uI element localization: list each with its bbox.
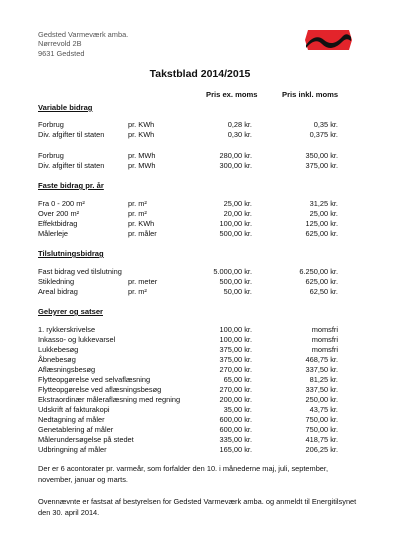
approval-note: Ovennævnte er fastsat af bestyrelsen for Gedsted Varmeværk amba. og anmeldt til Energitilsynet den 30. april 2014. xyxy=(38,497,357,517)
company-address-block xyxy=(38,30,128,58)
row-unit: pr. m² xyxy=(128,209,147,218)
row-label: Udbringning af måler xyxy=(38,445,107,454)
row-price-inkl: 0,375 kr. xyxy=(309,130,338,139)
row-price-inkl: 250,00 kr. xyxy=(305,395,338,404)
row-price-ex: 100,00 kr. xyxy=(219,325,252,334)
col-header-inkl-moms: Pris inkl. moms xyxy=(282,90,339,99)
row-label: Flytteopgørelse ved selvaflæsning xyxy=(38,375,151,384)
section-tilslutningsbidrag: Tilslutningsbidrag xyxy=(38,249,104,258)
row-price-inkl: 0,35 kr. xyxy=(313,120,338,129)
table-row xyxy=(0,161,400,171)
row-price-ex: 35,00 kr. xyxy=(223,405,252,414)
table-row xyxy=(0,425,400,435)
row-label: Fast bidrag ved tilslutning xyxy=(38,267,122,276)
acconto-note: Der er 6 acontorater pr. varmeår, som forfalder den 10. i månederne maj, juli, september, november, januar og marts. xyxy=(38,464,329,484)
section-variable-bidrag: Variable bidrag xyxy=(38,103,93,112)
row-price-ex: 600,00 kr. xyxy=(219,415,252,424)
table-row xyxy=(0,395,400,405)
row-price-inkl: momsfri xyxy=(311,345,338,354)
row-price-ex: 25,00 kr. xyxy=(223,199,252,208)
table-row xyxy=(0,405,400,415)
row-unit: pr. m² xyxy=(128,287,147,296)
row-price-inkl: 337,50 kr. xyxy=(305,385,338,394)
row-unit: pr. KWh xyxy=(128,219,155,228)
row-label: Genetablering af måler xyxy=(38,425,114,434)
row-price-ex: 335,00 kr. xyxy=(219,435,252,444)
row-price-ex: 65,00 kr. xyxy=(223,375,252,384)
table-row xyxy=(0,130,400,140)
row-price-inkl: 418,75 kr. xyxy=(305,435,338,444)
row-price-ex: 500,00 kr. xyxy=(219,277,252,286)
row-price-inkl: 6.250,00 kr. xyxy=(299,267,338,276)
table-row xyxy=(0,277,400,287)
table-row xyxy=(0,120,400,130)
table-row xyxy=(0,365,400,375)
row-price-inkl: 625,00 kr. xyxy=(305,277,338,286)
row-label: Lukkebesøg xyxy=(38,345,79,354)
row-label: Aflæsningsbesøg xyxy=(38,365,96,374)
table-row xyxy=(0,375,400,385)
row-price-ex: 100,00 kr. xyxy=(219,219,252,228)
row-unit: pr. meter xyxy=(128,277,158,286)
company-city: 9631 Gedsted xyxy=(38,48,85,58)
section-faste-bidrag: Faste bidrag pr. år xyxy=(38,181,104,190)
row-label: Inkasso- og lukkevarsel xyxy=(38,335,116,344)
row-price-inkl: 31,25 kr. xyxy=(309,199,338,208)
section-gebyrer-og-satser: Gebyrer og satser xyxy=(38,307,103,316)
row-price-ex: 100,00 kr. xyxy=(219,335,252,344)
table-row xyxy=(0,151,400,161)
table-row xyxy=(0,355,400,365)
row-price-inkl: 337,50 kr. xyxy=(305,365,338,374)
row-price-inkl: momsfri xyxy=(311,335,338,344)
row-price-inkl: 206,25 kr. xyxy=(305,445,338,454)
row-price-inkl: 25,00 kr. xyxy=(309,209,338,218)
row-price-ex: 375,00 kr. xyxy=(219,355,252,364)
table-row xyxy=(0,209,400,219)
row-price-ex: 270,00 kr. xyxy=(219,365,252,374)
page-title: Takstblad 2014/2015 xyxy=(149,68,251,80)
row-price-ex: 600,00 kr. xyxy=(219,425,252,434)
row-label: Over 200 m² xyxy=(38,209,80,218)
row-label: Målerleje xyxy=(38,229,68,238)
row-label: Forbrug xyxy=(38,120,64,129)
row-label: Nedtagning af måler xyxy=(38,415,105,424)
table-row xyxy=(0,267,400,277)
table-row xyxy=(0,445,400,455)
table-row xyxy=(0,345,400,355)
table-row xyxy=(0,385,400,395)
row-price-inkl: 350,00 kr. xyxy=(305,151,338,160)
row-unit: pr. MWh xyxy=(128,161,156,170)
row-label: 1. rykkerskrivelse xyxy=(38,325,96,334)
row-unit: pr. KWh xyxy=(128,130,155,139)
row-label: Udskrift af fakturakopi xyxy=(38,405,110,414)
row-label: Effektbidrag xyxy=(38,219,78,228)
row-price-ex: 0,30 kr. xyxy=(227,130,252,139)
row-price-inkl: 468,75 kr. xyxy=(305,355,338,364)
company-logo-icon xyxy=(303,28,353,52)
row-label: Ekstraordinær måleraflæsning med regning xyxy=(38,395,181,404)
row-price-inkl: 625,00 kr. xyxy=(305,229,338,238)
row-label: Div. afgifter til staten xyxy=(38,130,105,139)
row-price-ex: 5.000,00 kr. xyxy=(213,267,252,276)
row-price-ex: 200,00 kr. xyxy=(219,395,252,404)
row-price-inkl: 750,00 kr. xyxy=(305,425,338,434)
row-unit: pr. måler xyxy=(128,229,157,238)
row-price-inkl: momsfri xyxy=(311,325,338,334)
row-unit: pr. MWh xyxy=(128,151,156,160)
row-label: Åbnebesøg xyxy=(38,355,76,364)
col-header-ex-moms: Pris ex. moms xyxy=(206,90,258,99)
row-price-inkl: 750,00 kr. xyxy=(305,415,338,424)
row-price-ex: 50,00 kr. xyxy=(223,287,252,296)
table-row xyxy=(0,335,400,345)
row-price-inkl: 125,00 kr. xyxy=(305,219,338,228)
row-price-ex: 375,00 kr. xyxy=(219,345,252,354)
company-name: Gedsted Varmeværk amba. xyxy=(38,30,129,39)
row-label: Areal bidrag xyxy=(38,287,78,296)
row-price-inkl: 375,00 kr. xyxy=(305,161,338,170)
row-price-ex: 270,00 kr. xyxy=(219,385,252,394)
row-unit: pr. KWh xyxy=(128,120,155,129)
row-price-inkl: 81,25 kr. xyxy=(309,375,338,384)
row-label: Div. afgifter til staten xyxy=(38,161,105,170)
row-price-ex: 500,00 kr. xyxy=(219,229,252,238)
row-price-ex: 165,00 kr. xyxy=(219,445,252,454)
row-label: Forbrug xyxy=(38,151,64,160)
row-price-ex: 280,00 kr. xyxy=(219,151,252,160)
row-price-ex: 0,28 kr. xyxy=(227,120,252,129)
row-price-inkl: 43,75 kr. xyxy=(309,405,338,414)
row-label: Målerundersøgelse på stedet xyxy=(38,435,134,444)
row-label: Stikledning xyxy=(38,277,75,286)
table-row xyxy=(0,325,400,335)
row-price-ex: 20,00 kr. xyxy=(223,209,252,218)
table-row xyxy=(0,219,400,229)
row-price-ex: 300,00 kr. xyxy=(219,161,252,170)
table-row xyxy=(0,435,400,445)
row-price-inkl: 62,50 kr. xyxy=(309,287,338,296)
row-label: Flytteopgørelse ved aflæsningsbesøg xyxy=(38,385,162,394)
company-street: Nørrevold 2B xyxy=(38,39,82,49)
table-row xyxy=(0,287,400,297)
table-row xyxy=(0,415,400,425)
table-row xyxy=(0,229,400,239)
table-row xyxy=(0,199,400,209)
row-unit: pr. m² xyxy=(128,199,147,208)
row-label: Fra 0 - 200 m² xyxy=(38,199,85,208)
